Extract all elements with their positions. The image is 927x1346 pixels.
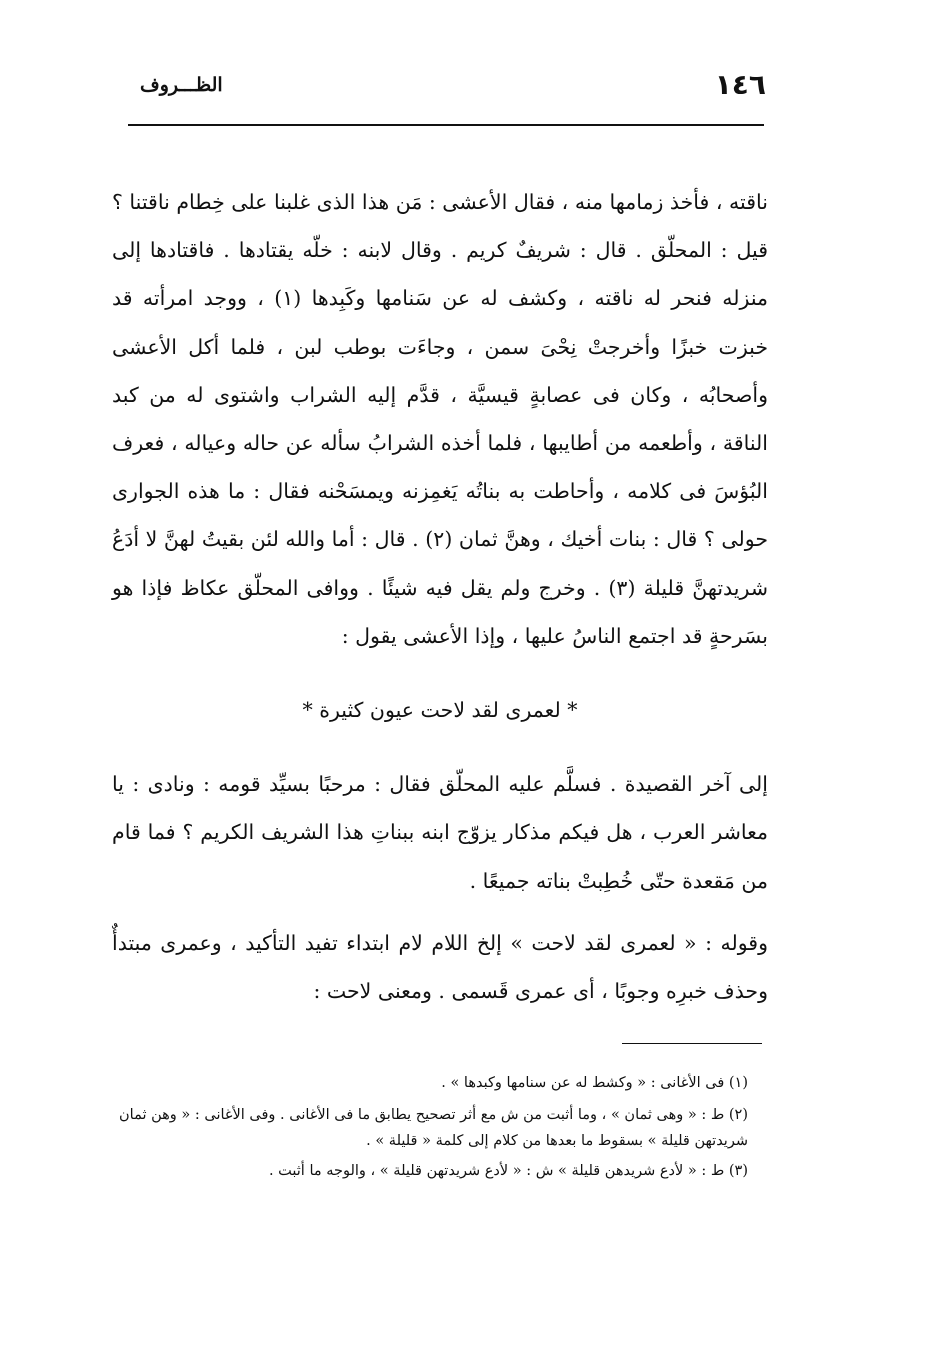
paragraph: ناقته ، فأخذ زمامها منه ، فقال الأعشى : مَن هذا الذى غلبنا على خِطام ناقتنا ؟ قيل : المحلّق . قال : شريفٌ كريم . وقال لابنه : خلّه يقتادها . فاقتادها إلى منزله فنحر له ناقته ، وكشف له عن سَنامها وكَبِدها (١) ، ووجد امرأته قد خبزت خبزًا وأخرجتْ نِحْىَ سمن ، وجاءَت بوطب لبن ، فلما أكل الأعشى وأصحابُه ، وكان فى عصابةٍ قيسيَّة ، قدَّم إليه الشراب واشتوى له من كبد الناقة ، وأطعمه من أطايبها ، فلما أخذه الشرابُ سأله عن حاله وعياله ، فعرف البُؤسَ فى كلامه ، وأحاطت به بناتُه يَغمِزنه ويمسَحْنه فقال : ما هذه الجوارى حولى ؟ قال : بنات أخيك ، وهنَّ ثمان (٢) . قال : أما والله لئن بقيتُ لهنَّ لا أدَعُ شريدتهنَّ قليلة (٣) . وخرج ولم يقل فيه شيئًا . ووافى المحلّق عكاظ فإذا هو بسَرحةٍ قد اجتمع الناسُ عليها ، وإذا الأعشى يقول : [112, 190, 769, 648]
footnote: (١) فى الأغانى : « وكشط له عن سنامها وكبدها » . [441, 1075, 748, 1091]
main-text [112, 178, 768, 1015]
footnotes [118, 1070, 766, 1190]
running-title: الظـــروف [140, 74, 223, 96]
paragraph: إلى آخر القصيدة . فسلَّم عليه المحلّق فقال : مرحبًا بسيِّد قومه : ونادى : يا معاشر العرب ، هل فيكم مذكار يزوّج ابنه ببناتِ هذا الشريف الكريم ؟ فما قام من مَقعدة حتّى خُطِبتْ بناته جميعًا . [112, 772, 768, 893]
verse-line: * لعمرى لقد لاحت عيون كثيرة * [302, 698, 578, 723]
header-rule [128, 124, 764, 126]
footnote: (٢) ط : « وهى ثمان » ، وما أثبت من ش مع أثر تصحيح يطابق ما فى الأغانى . وفى الأغانى : « وهن ثمان شريدتهن قليلة » بسقوط ما بعدها من كلام إلى كلمة « قليلة » . [119, 1107, 748, 1149]
paragraph: وقوله : « لعمرى لقد لاحت » إلخ اللام لام ابتداء تفيد التأكيد ، وعمرى مبتدأٌ وحذف خبرِه وجوبًا ، أى عمرى قَسمى . ومعنى لاحت : [112, 930, 768, 1004]
page-number: ١٤٦ [714, 68, 766, 101]
footnote: (٣) ط : « لأدع شريدهن قليلة » ش : « لأدع شريدتهن قليلة » ، والوجه ما أثبت . [268, 1163, 748, 1179]
page-header [118, 68, 766, 108]
footnote-rule [622, 1043, 762, 1044]
